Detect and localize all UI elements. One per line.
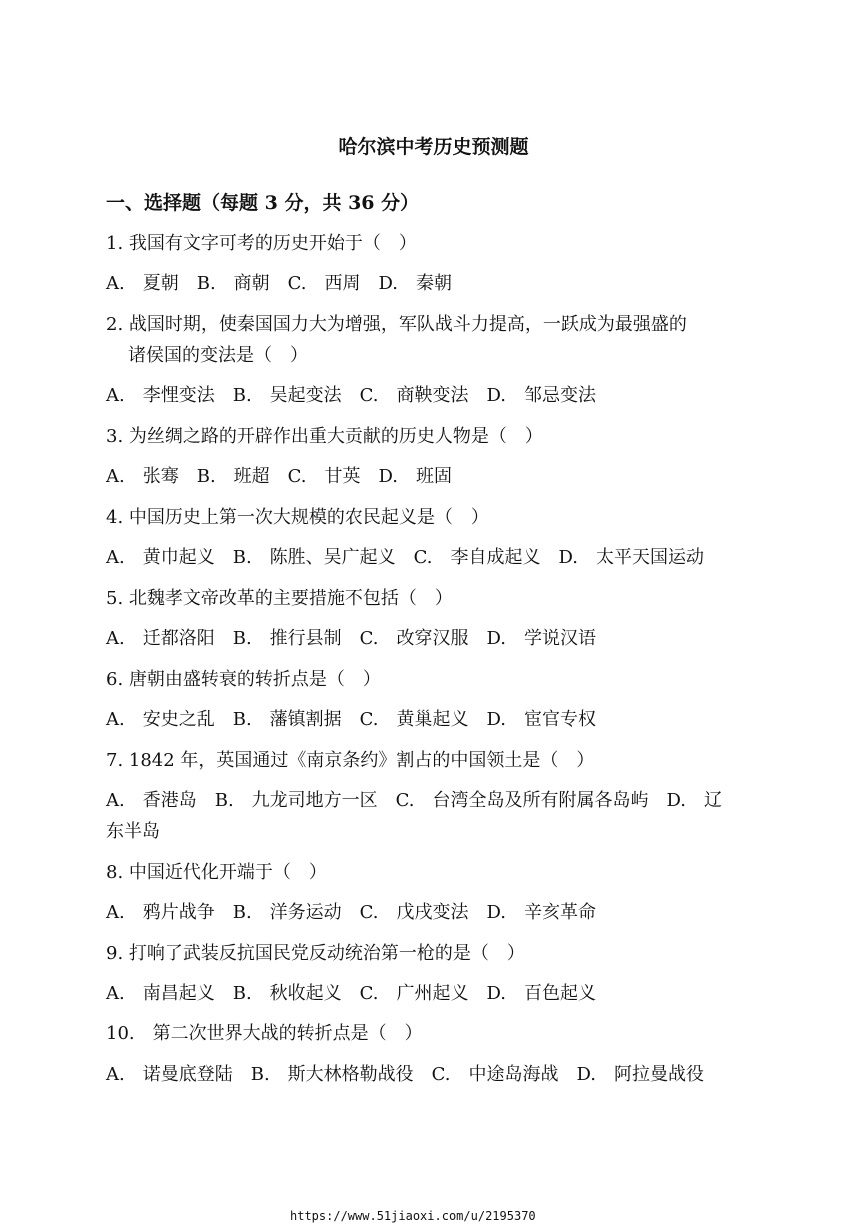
question-3: 3. 为丝绸之路的开辟作出重大贡献的历史人物是（ ）	[106, 426, 543, 447]
options-5: A. 迁都洛阳 B. 推行县制 C. 改穿汉服 D. 学说汉语	[106, 628, 597, 649]
question-10: 10. 第二次世界大战的转折点是（ ）	[106, 1023, 423, 1044]
options-4: A. 黄巾起义 B. 陈胜、吴广起义 C. 李自成起义 D. 太平天国运动	[106, 547, 705, 568]
options-6: A. 安史之乱 B. 藩镇割据 C. 黄巢起义 D. 宦官专权	[106, 709, 597, 730]
page-title: 哈尔滨中考历史预测题	[338, 136, 529, 158]
question-2-cont: 诸侯国的变法是（ ）	[128, 345, 308, 366]
question-4: 4. 中国历史上第一次大规模的农民起义是（ ）	[106, 507, 489, 528]
options-7-cont: 东半岛	[106, 821, 160, 842]
question-5: 5. 北魏孝文帝改革的主要措施不包括（ ）	[106, 588, 453, 609]
options-10: A. 诺曼底登陆 B. 斯大林格勒战役 C. 中途岛海战 D. 阿拉曼战役	[106, 1064, 705, 1085]
footer-url[interactable]: https://www.51jiaoxi.com/u/2195370	[290, 1209, 536, 1223]
question-1: 1. 我国有文字可考的历史开始于（ ）	[106, 233, 417, 254]
question-9: 9. 打响了武装反抗国民党反动统治第一枪的是（ ）	[106, 943, 525, 964]
section-heading: 一、选择题（每题 3 分，共 36 分）	[106, 192, 420, 214]
options-8: A. 鸦片战争 B. 洋务运动 C. 戊戌变法 D. 辛亥革命	[106, 902, 597, 923]
question-8: 8. 中国近代化开端于（ ）	[106, 862, 327, 883]
question-7: 7. 1842 年，英国通过《南京条约》割占的中国领土是（ ）	[106, 750, 595, 771]
options-1: A. 夏朝 B. 商朝 C. 西周 D. 秦朝	[106, 273, 453, 294]
question-6: 6. 唐朝由盛转衰的转折点是（ ）	[106, 669, 381, 690]
options-9: A. 南昌起义 B. 秋收起义 C. 广州起义 D. 百色起义	[106, 983, 597, 1004]
options-3: A. 张骞 B. 班超 C. 甘英 D. 班固	[106, 466, 453, 487]
options-2: A. 李悝变法 B. 吴起变法 C. 商鞅变法 D. 邹忌变法	[106, 385, 597, 406]
question-2: 2. 战国时期，使秦国国力大为增强，军队战斗力提高，一跃成为最强盛的	[106, 314, 687, 335]
options-7: A. 香港岛 B. 九龙司地方一区 C. 台湾全岛及所有附属各岛屿 D. 辽	[106, 790, 723, 811]
